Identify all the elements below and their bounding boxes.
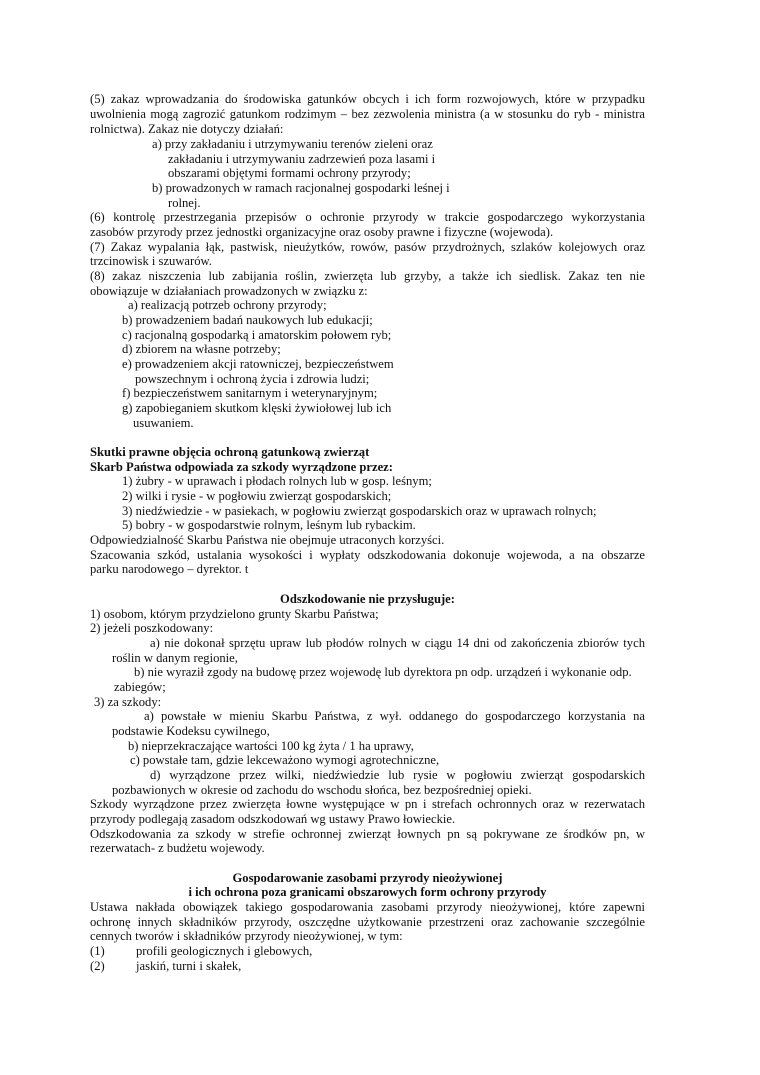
odszkodowanie-funding-line1: Odszkodowania za szkody w strefie ochronnej zwierząt łownych pn są pokrywane ze środków pn, w [90,827,645,841]
skutki-assessment-line2: parku narodowego – dyrektor. t [90,562,249,576]
skutki-item-1: 1) żubry - w uprawach i płodach rolnych lub w gosp. leśnym; [122,474,432,488]
odszkodowanie-item-3c: c) powstałe tam, gdzie lekceważono wymogi agrotechniczne, [130,753,440,767]
odszkodowanie-item-3d-line1: d) wyrządzone przez wilki, niedźwiedzie lub rysie w pogłowiu zwierząt gospodarskich [150,768,645,782]
gospodarowanie-heading-line2: i ich ochrona poza granicami obszarowych form ochrony przyrody [188,885,547,899]
odszkodowanie-item-3a-line1: a) powstałe w mieniu Skarbu Państwa, z wył. oddanego do gospodarczego korzystania na [144,709,645,723]
para8-item-a: a) realizacją potrzeb ochrony przyrody; [128,298,327,312]
skutki-assessment-line1: Szacowania szkód, ustalania wysokości i wypłaty odszkodowania dokonuje wojewoda, a na obszarze [90,548,645,562]
para8-item-g-line2: usuwaniem. [133,416,194,430]
odszkodowanie-item-2b-line2: zabiegów; [114,680,166,694]
para5-line2: uwolnienia mogą zagrozić gatunkom rodzimym – bez zezwolenia ministra (a w stosunku do ryb - ministra [90,107,645,121]
gospodarowanie-item-2-text: jaskiń, turni i skałek, [136,959,242,973]
para5-item-b-line1: b) prowadzonych w ramach racjonalnej gospodarki leśnej i [152,181,450,195]
odszkodowanie-item-3b: b) nieprzekraczające wartości 100 kg żyta / 1 ha uprawy, [128,739,414,753]
gospodarowanie-item-2-number: (2) [90,959,105,973]
para8-item-b: b) prowadzeniem badań naukowych lub edukacji; [122,313,373,327]
para7-line1: (7) Zakaz wypalania łąk, pastwisk, nieużytków, rowów, pasów przydrożnych, szlaków kolejowych oraz [90,240,645,254]
para8-item-e-line1: e) prowadzeniem akcji ratowniczej, bezpieczeństwem [122,357,394,371]
para8-item-d: d) zbiorem na własne potrzeby; [122,342,281,356]
gospodarowanie-para-line1: Ustawa nakłada obowiązek takiego gospodarowania zasobami przyrody nieożywionej, które zapewni [90,900,645,914]
gospodarowanie-heading-line1: Gospodarowanie zasobami przyrody nieożywionej [232,871,503,885]
para5-item-a-line1: a) przy zakładaniu i utrzymywaniu terenów zieleni oraz [152,137,433,151]
gospodarowanie-para-line3: cennych tworów i składników przyrody nieożywionej, w tym: [90,929,403,943]
para5-line3: rolnictwa). Zakaz nie dotyczy działań: [90,122,284,136]
para7-line2: trzcinowisk i szuwarów. [90,254,212,268]
skutki-heading: Skutki prawne objęcia ochroną gatunkową zwierząt [90,445,370,459]
odszkodowanie-funding-line2: rezerwatach- z budżetu wojewody. [90,841,265,855]
odszkodowanie-item-3: 3) za szkody: [94,695,162,709]
para8-item-e-line2: powszechnym i ochroną życia i zdrowia ludzi; [135,372,370,386]
odszkodowanie-game-damage-line1: Szkody wyrządzone przez zwierzęta łowne występujące w pn i strefach ochronnych oraz w rezerwatach [90,797,645,811]
skutki-item-2: 2) wilki i rysie - w pogłowiu zwierząt gospodarskich; [122,489,392,503]
skutki-item-3: 3) niedźwiedzie - w pasiekach, w pogłowiu zwierząt gospodarskich oraz w uprawach rolnych; [122,504,597,518]
gospodarowanie-item-1-text: profili geologicznych i glebowych, [136,944,313,958]
odszkodowanie-item-1: 1) osobom, którym przydzielono grunty Skarbu Państwa; [90,607,379,621]
odszkodowanie-item-3a-line2: podstawie Kodeksu cywilnego, [112,724,270,738]
para6-line1: (6) kontrolę przestrzegania przepisów o ochronie przyrody w trakcie gospodarczego wykorzystania [90,210,645,224]
para8-item-f: f) bezpieczeństwem sanitarnym i weterynaryjnym; [122,386,378,400]
odszkodowanie-item-2a-line2: roślin w danym regionie, [112,651,238,665]
odszkodowanie-item-2a-line1: a) nie dokonał sprzętu upraw lub płodów rolnych w ciągu 14 dni od zakończenia zbiorów tych [150,636,645,650]
para8-item-c: c) racjonalną gospodarką i amatorskim połowem ryb; [122,328,392,342]
para5-item-b-line2: rolnej. [168,196,201,210]
skutki-liability-note: Odpowiedzialność Skarbu Państwa nie obejmuje utraconych korzyści. [90,533,445,547]
para5-item-a-line3: obszarami objętymi formami ochrony przyrody; [168,166,411,180]
para5-line1: (5) zakaz wprowadzania do środowiska gatunków obcych i ich form rozwojowych, które w przypadku [90,92,645,106]
gospodarowanie-para-line2: ochronę innych składników przyrody, oszczędne użytkowanie przestrzeni oraz zachowanie szczególnie [90,915,645,929]
odszkodowanie-item-2: 2) jeżeli poszkodowany: [90,621,214,635]
skutki-subheading: Skarb Państwa odpowiada za szkody wyrządzone przez: [90,460,393,474]
para5-item-a-line2: zakładaniu i utrzymywaniu zadrzewień poza lasami i [168,152,436,166]
para8-line2: obowiązuje w działaniach prowadzonych w związku z: [90,284,368,298]
para6-line2: zasobów przyrody przez jednostki organizacyjne oraz osoby prawne i fizyczne (wojewoda). [90,225,554,239]
skutki-item-4: 5) bobry - w gospodarstwie rolnym, leśnym lub rybackim. [122,518,416,532]
para8-line1: (8) zakaz niszczenia lub zabijania roślin, zwierzęta lub grzyby, a także ich siedlisk. Zakaz ten nie [90,269,645,283]
odszkodowanie-item-3d-line2: pozbawionych w okresie od zachodu do wschodu słońca, bez bezpośredniej opieki. [112,783,532,797]
para8-item-g-line1: g) zapobieganiem skutkom klęski żywiołowej lub ich [122,401,392,415]
gospodarowanie-item-1-number: (1) [90,944,105,958]
odszkodowanie-item-2b-line1: b) nie wyraził zgody na budowę przez wojewodę lub dyrektora pn odp. urządzeń i wykonanie odp. [134,665,632,679]
odszkodowanie-heading: Odszkodowanie nie przysługuje: [280,592,455,606]
odszkodowanie-game-damage-line2: przyrody podlegają zasadom odszkodowań wg ustawy Prawo łowieckie. [90,812,456,826]
